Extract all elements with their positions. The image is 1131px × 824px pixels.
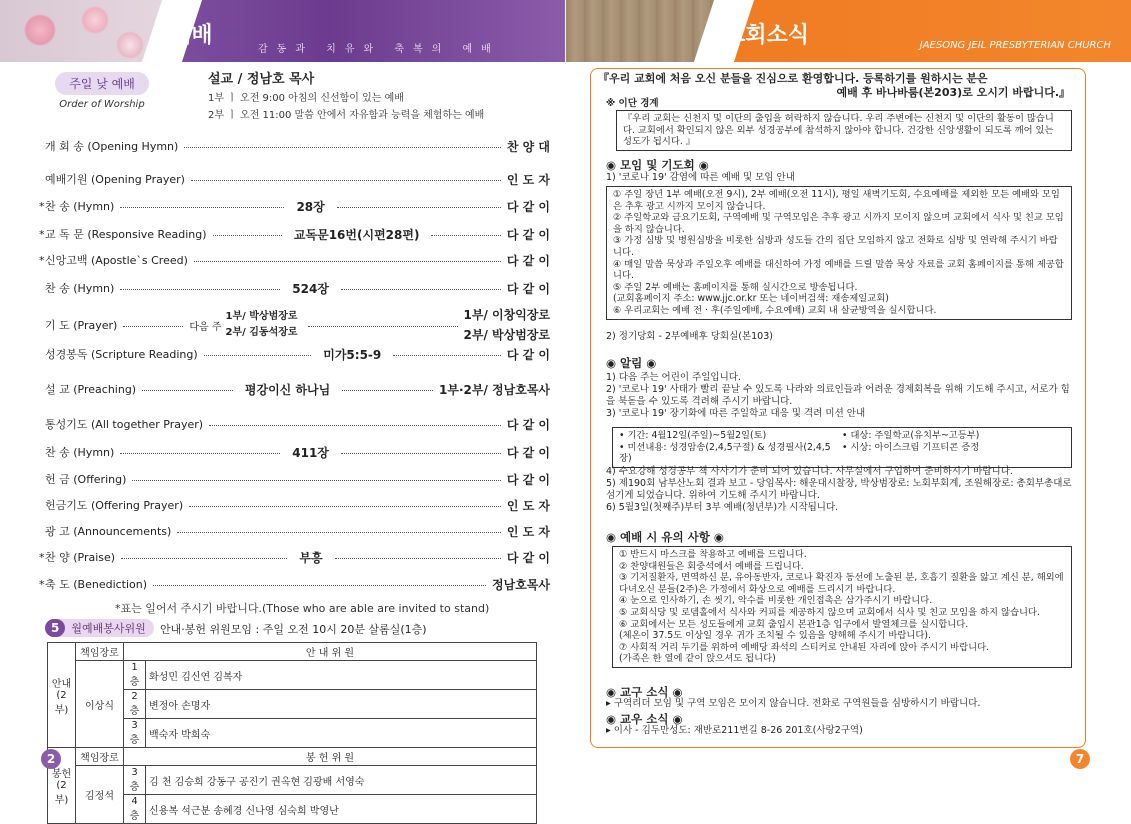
dots <box>337 207 501 208</box>
stand-marker: * <box>39 199 45 213</box>
order-leader: 다 같 이 <box>506 227 550 242</box>
order-label: 찬 송 (Hymn) <box>45 446 115 459</box>
floor-cell: 4층 <box>124 795 146 824</box>
dots <box>341 453 501 454</box>
dots <box>204 355 312 356</box>
next-week-label: 다음 주 <box>189 321 222 333</box>
order-leader: 인 도 자 <box>506 524 550 539</box>
news-header <box>566 0 1131 62</box>
floor-cell: 1층 <box>124 661 146 690</box>
notice-item: 5) 제190회 남부산노회 결과 보고 - 당임목사: 해운대시찰장, 박상범장로: 노회부회계, 조원해장로: 총회부총대로 섬기게 되었습니다. 위하여 기도해 주시기 바랍니다. <box>606 478 1072 501</box>
welcome-line-1: 『우리 교회에 처음 오신 분들을 진심으로 환영합니다. 등록하기를 원하시는 분은 <box>598 72 988 85</box>
order-content: 교독문16번(시편28편) <box>293 227 420 242</box>
meeting-item: (교회홈페이지 주소: www.jjc.or.kr 또는 네이버검색: 재송제일교회) <box>613 293 889 305</box>
order-content: 28장 <box>296 199 325 214</box>
offer-sub: (2부) <box>54 780 69 806</box>
worship-header <box>0 0 565 62</box>
dots <box>123 326 183 327</box>
dots <box>153 585 486 586</box>
dots <box>132 480 500 481</box>
dots <box>194 261 501 262</box>
names-cell: 변정아 손명자 <box>146 690 537 719</box>
caution-item: (체온이 37.5도 이상일 경우 귀가 조치될 수 있음을 양해해 주시기 바랍니다). <box>619 630 931 642</box>
order-leader: 다 같 이 <box>506 472 550 487</box>
dots <box>184 147 501 148</box>
notice-item: 4) 수요강해 성경공부 책 사사기가 준비 되어 있습니다. 사무실에서 구입하여 준비하시기 바랍니다. <box>606 466 1013 477</box>
stand-marker: * <box>39 227 45 241</box>
guide-sub: (2부) <box>54 689 69 716</box>
order-row <box>39 225 550 243</box>
meetings-heading: ◉ 모임 및 기도회 ◉ <box>606 158 709 172</box>
order-label: 기 도 (Prayer) <box>45 319 118 332</box>
page-number: 7 <box>1070 749 1090 769</box>
order-label: 헌금기도 (Offering Prayer) <box>45 499 184 512</box>
header-title: 예배 <box>170 23 213 48</box>
worship-badge-wrap <box>48 72 156 110</box>
this-prayers <box>464 305 550 345</box>
order-row <box>45 415 550 433</box>
service-meeting-info: 안내·봉헌 위원모임 : 주일 오전 10시 20분 살롬실(1층) <box>160 623 427 636</box>
order-leader: 다 같 이 <box>506 199 551 214</box>
prayer-2: 2부/ 박상범장로 <box>463 328 550 342</box>
order-leader: 다 같 이 <box>506 417 550 432</box>
order-label: 신앙고백 (Apostle`s Creed) <box>45 254 188 267</box>
floor-cell: 3층 <box>124 766 146 795</box>
prayer-1: 1부/ 이창익장로 <box>463 308 550 322</box>
service-time-1: 1부 ㅣ 오전 9:00 아침의 신선함이 있는 예배 <box>208 93 404 104</box>
floor-cell: 2층 <box>124 690 146 719</box>
stand-marker: * <box>39 550 45 564</box>
guide-elder: 이상식 <box>76 661 124 748</box>
order-label: 헌 금 (Offering) <box>45 473 127 486</box>
order-row <box>45 522 550 540</box>
group-news-heading: ◉ 교구 소식 ◉ <box>606 685 683 699</box>
mission-item: • 시상: 아이스크림 기프티콘 증정 <box>842 441 980 453</box>
meeting-item: ① 주일 장년 1부 예배(오전 9시), 2부 예배(오전 11시), 평일 새벽기도회, 수요예배를 제외한 모든 예배와 모임은 추후 광고 시까지 모이지 않습니다. <box>613 189 1060 212</box>
order-row <box>45 496 550 514</box>
next-prayers <box>226 309 298 341</box>
order-leader: 다 같 이 <box>506 550 551 565</box>
header-subtitle: 감동과 치유와 축복의 예배 <box>258 44 500 55</box>
mission-item: • 미션내용: 성경암송(2,4,5구절) & 성경필사(2,4,5장) <box>619 441 831 465</box>
dots <box>120 289 280 290</box>
caution-heading: ◉ 예배 시 유의 사항 ◉ <box>606 530 724 544</box>
order-leader: 다 같 이 <box>506 281 550 296</box>
sermon-heading: 설교 / 정남호 목사 <box>208 72 315 87</box>
order-label: 예배기원 (Opening Prayer) <box>45 173 185 186</box>
next-prayer-2: 2부/ 김동석장로 <box>225 327 298 338</box>
dots <box>209 425 501 426</box>
order-label: 통성기도 (All together Prayer) <box>45 418 204 431</box>
mission-item: • 기간: 4월12일(주일)~5월2일(토) <box>619 430 767 441</box>
order-leader: 다 같 이 <box>506 445 550 460</box>
order-label: 찬 양 (Praise) <box>45 551 116 564</box>
stand-note: *표는 일어서 주시기 바랍니다.(Those who are able are invited to stand) <box>115 602 490 615</box>
service-badge <box>45 619 154 637</box>
flower-image <box>0 0 165 62</box>
order-row <box>45 305 550 345</box>
order-content: 411장 <box>292 445 329 460</box>
order-label: 개 회 송 (Opening Hymn) <box>45 140 179 153</box>
church-name: JAESONG JEIL PRESBYTERIAN CHURCH <box>919 40 1111 51</box>
caution-item: ⑥ 교회에서는 모든 성도들에게 교회 출입시 본관1층 입구에서 발열체크를 실시합니다. <box>619 618 969 630</box>
notice-heading: ◉ 알림 ◉ <box>606 356 657 370</box>
service-badge-text: 월예배봉사위원 <box>71 622 146 635</box>
mission-box <box>612 427 1072 468</box>
dots <box>335 558 501 559</box>
elder-head: 책임장로 <box>76 643 124 661</box>
names-cell: 신용복 석근분 송혜경 신나영 심숙희 박영난 <box>146 795 537 824</box>
order-leader: 정남호목사 <box>492 577 550 592</box>
caution-item: ⑦ 사회적 거리 두기를 위하여 예배당 좌석의 스티커로 안내된 자리에 앉아 주시기 바랍니다. <box>619 641 990 653</box>
caution-item: ④ 눈으로 인사하기, 손 씻기, 악수를 비롯한 개인접촉은 삼가주시기 바랍니다. <box>619 595 933 607</box>
order-label: Order of Worship <box>59 99 145 110</box>
order-leader: 다 같 이 <box>506 253 550 268</box>
notice-item: 1) 다음 주는 어린이 주일입니다. <box>606 372 741 383</box>
meetings-box <box>606 186 1072 320</box>
mission-item: • 대상: 주일학교(유치부~고등부) <box>842 430 980 441</box>
elder-head: 책임장로 <box>76 748 124 766</box>
order-row <box>39 197 551 215</box>
dots <box>341 289 501 290</box>
guide-head: 안 내 위 원 <box>124 643 537 661</box>
dots <box>120 453 280 454</box>
caution-item: ⑤ 교회식당 및 로뎀홀에서 식사와 커피를 제공하지 않으며 교회에서 식사 및 친교 모임을 하지 않습니다. <box>619 606 1040 618</box>
wood-image <box>566 0 716 62</box>
dots <box>431 235 500 236</box>
order-label: 찬 송 (Hymn) <box>45 200 115 213</box>
notice-list <box>606 372 1076 420</box>
meeting-item: ④ 매일 말씀 묵상과 주일오후 예배를 대신하여 가정 예배를 드릴 말씀 묵상 자료를 교회 홈페이지를 통해 제공합니다. <box>613 258 1064 282</box>
stand-marker: * <box>39 253 45 267</box>
caution-box <box>612 546 1072 668</box>
header-title: 교회소식 <box>724 23 810 48</box>
stand-marker: * <box>39 577 45 591</box>
group-news-text: ▸ 구역리더 모임 및 구역 모임은 모이지 않습니다. 전화로 구역원들을 심방하시기 바랍니다. <box>606 698 981 709</box>
names-cell: 백숙자 박희숙 <box>146 719 537 748</box>
dots <box>189 506 501 507</box>
order-label: 광 고 (Announcements) <box>45 525 172 538</box>
member-news-heading: ◉ 교우 소식 ◉ <box>606 712 683 726</box>
dots <box>142 390 233 391</box>
order-label: 축 도 (Benediction) <box>45 578 148 591</box>
notice-item: 2) '코로나 19' 사태가 빨리 끝날 수 있도록 나라와 의료인들과 어려운 경제회복을 위해 기도해 주시고, 서로가 힘을 북돋을 수 있도록 격려해 주시기 바랍니다. <box>606 384 1070 407</box>
order-row <box>45 279 550 297</box>
notice-item: 3) '코로나 19' 장기화에 따른 주일학교 대응 및 격려 미션 안내 <box>606 408 866 419</box>
caution-item: ① 반드시 마스크를 착용하고 예배를 드립니다. <box>619 549 807 560</box>
offer-head: 봉 헌 위 원 <box>124 748 537 766</box>
names-cell: 김 천 김승희 강동구 공진기 권옥현 김광배 서영숙 <box>146 766 537 795</box>
order-content: 524장 <box>292 281 329 296</box>
dots <box>308 326 458 327</box>
order-row <box>39 548 551 566</box>
sermon-info <box>208 68 484 121</box>
meeting-item: ⑤ 주일 2부 예배는 홈페이지를 통해 실시간으로 방송됩니다. <box>613 281 858 293</box>
caution-item: ② 찬양대원들은 회중석에서 예배를 드립니다. <box>619 560 804 572</box>
order-row <box>39 251 550 269</box>
cult-warning-box: 『우리 교회는 신천지 및 이단의 출입을 허락하지 않습니다. 우리 주변에는 신천지 및 이단의 활동이 많습니다. 교회에서 확인되지 않은 외부 성경공부에 참석하지 않아야 합니다. 건강한 신앙생활이 되도록 깨어 있는 성도가 됩시다. 』 <box>616 110 1072 151</box>
welcome-line-2: 예배 후 바나바룸(본203)로 오시기 바랍니다.』 <box>836 86 1070 99</box>
dots <box>120 207 284 208</box>
caution-item: (가족은 한 열에 같이 앉으셔도 됩니다) <box>619 653 776 665</box>
order-row <box>45 380 550 398</box>
order-content: 평강이신 하나님 <box>244 382 331 397</box>
order-leader: 찬 양 대 <box>506 139 550 154</box>
order-leader: 다 같 이 <box>506 347 550 362</box>
caution-item: ③ 기저질환자, 면역하신 분, 유아동반자, 코로나 확진자 동선에 노출된 분, 호흡기 질환을 앓고 계신 분, 해외에 다녀오신 분들(2주)은 가정에서 화상으로 예배를 드리시기 바랍니다. <box>619 572 1064 595</box>
meeting-item: ⑥ 우리교회는 예배 전 · 후(주일예배, 수요예배) 교회 내 살균방역을 실시합니다. <box>613 304 937 316</box>
notice-list-2 <box>606 466 1076 514</box>
dots <box>393 355 501 356</box>
order-row <box>45 470 550 488</box>
offer-elder: 김정석 <box>76 766 124 824</box>
order-leader: 인 도 자 <box>506 498 550 513</box>
order-row <box>45 170 550 188</box>
order-label: 성경봉독 (Scripture Reading) <box>45 348 198 361</box>
meeting-item: ② 주일학교와 금요기도회, 구역예배 및 구역모임은 추후 광고 시까지 모이지 않으며 교회에서 식사 및 친교 모임을 하지 않습니다. <box>613 212 1064 235</box>
cult-warning-head: ※ 이단 경계 <box>606 98 659 109</box>
next-prayer-1: 1부/ 박상범장로 <box>225 311 298 322</box>
notice-item: 6) 5월3일(첫째주)부터 3부 예배(청년부)가 시작됩니다. <box>606 502 839 513</box>
order-leader: 1부·2부/ 정남호목사 <box>439 382 551 397</box>
order-label: 찬 송 (Hymn) <box>45 282 115 295</box>
dots <box>342 390 433 391</box>
dots <box>213 235 282 236</box>
service-badge-num: 5 <box>45 619 65 637</box>
order-row <box>45 443 550 461</box>
order-label: 교 독 문 (Responsive Reading) <box>45 228 207 241</box>
guide-label: 안내 <box>51 678 72 690</box>
names-cell: 화성민 김신연 김복자 <box>146 661 537 690</box>
order-content: 미가5:5-9 <box>323 347 382 362</box>
order-content: 부흥 <box>299 550 323 565</box>
service-time-2: 2부 ㅣ 오전 11:00 말씀 안에서 자유함과 능력을 체험하는 예배 <box>208 110 485 121</box>
guide-label-cell <box>48 643 76 748</box>
member-news-text: ▸ 이사 - 김두만성도: 재반로211번길 8-26 201호(사랑2구역) <box>606 725 863 736</box>
offer-label: 봉헌 <box>51 769 72 780</box>
dots <box>121 558 287 559</box>
order-row <box>45 137 550 155</box>
welcome-message <box>598 72 1078 100</box>
left-page <box>0 0 565 822</box>
service-table <box>47 642 537 824</box>
dots <box>177 532 501 533</box>
meetings-item-2: 2) 정기당회 - 2부예배후 당회실(본103) <box>606 331 773 342</box>
floor-cell: 3층 <box>124 719 146 748</box>
dots <box>191 180 501 181</box>
meeting-item: ③ 가정 심방 및 병원심방을 비롯한 심방과 성도들 간의 집단 모임하지 않고 전화로 심방 및 연락해 주시기 바랍니다. <box>613 235 1058 258</box>
order-row <box>39 575 550 593</box>
meetings-sub: 1) '코로나 19' 감염에 따른 예배 및 모임 안내 <box>606 172 795 183</box>
order-leader: 인 도 자 <box>506 172 550 187</box>
worship-badge: 주일 낮 예배 <box>55 72 149 95</box>
order-row <box>45 345 550 363</box>
page-number: 2 <box>41 749 61 769</box>
order-label: 설 교 (Preaching) <box>45 383 137 396</box>
